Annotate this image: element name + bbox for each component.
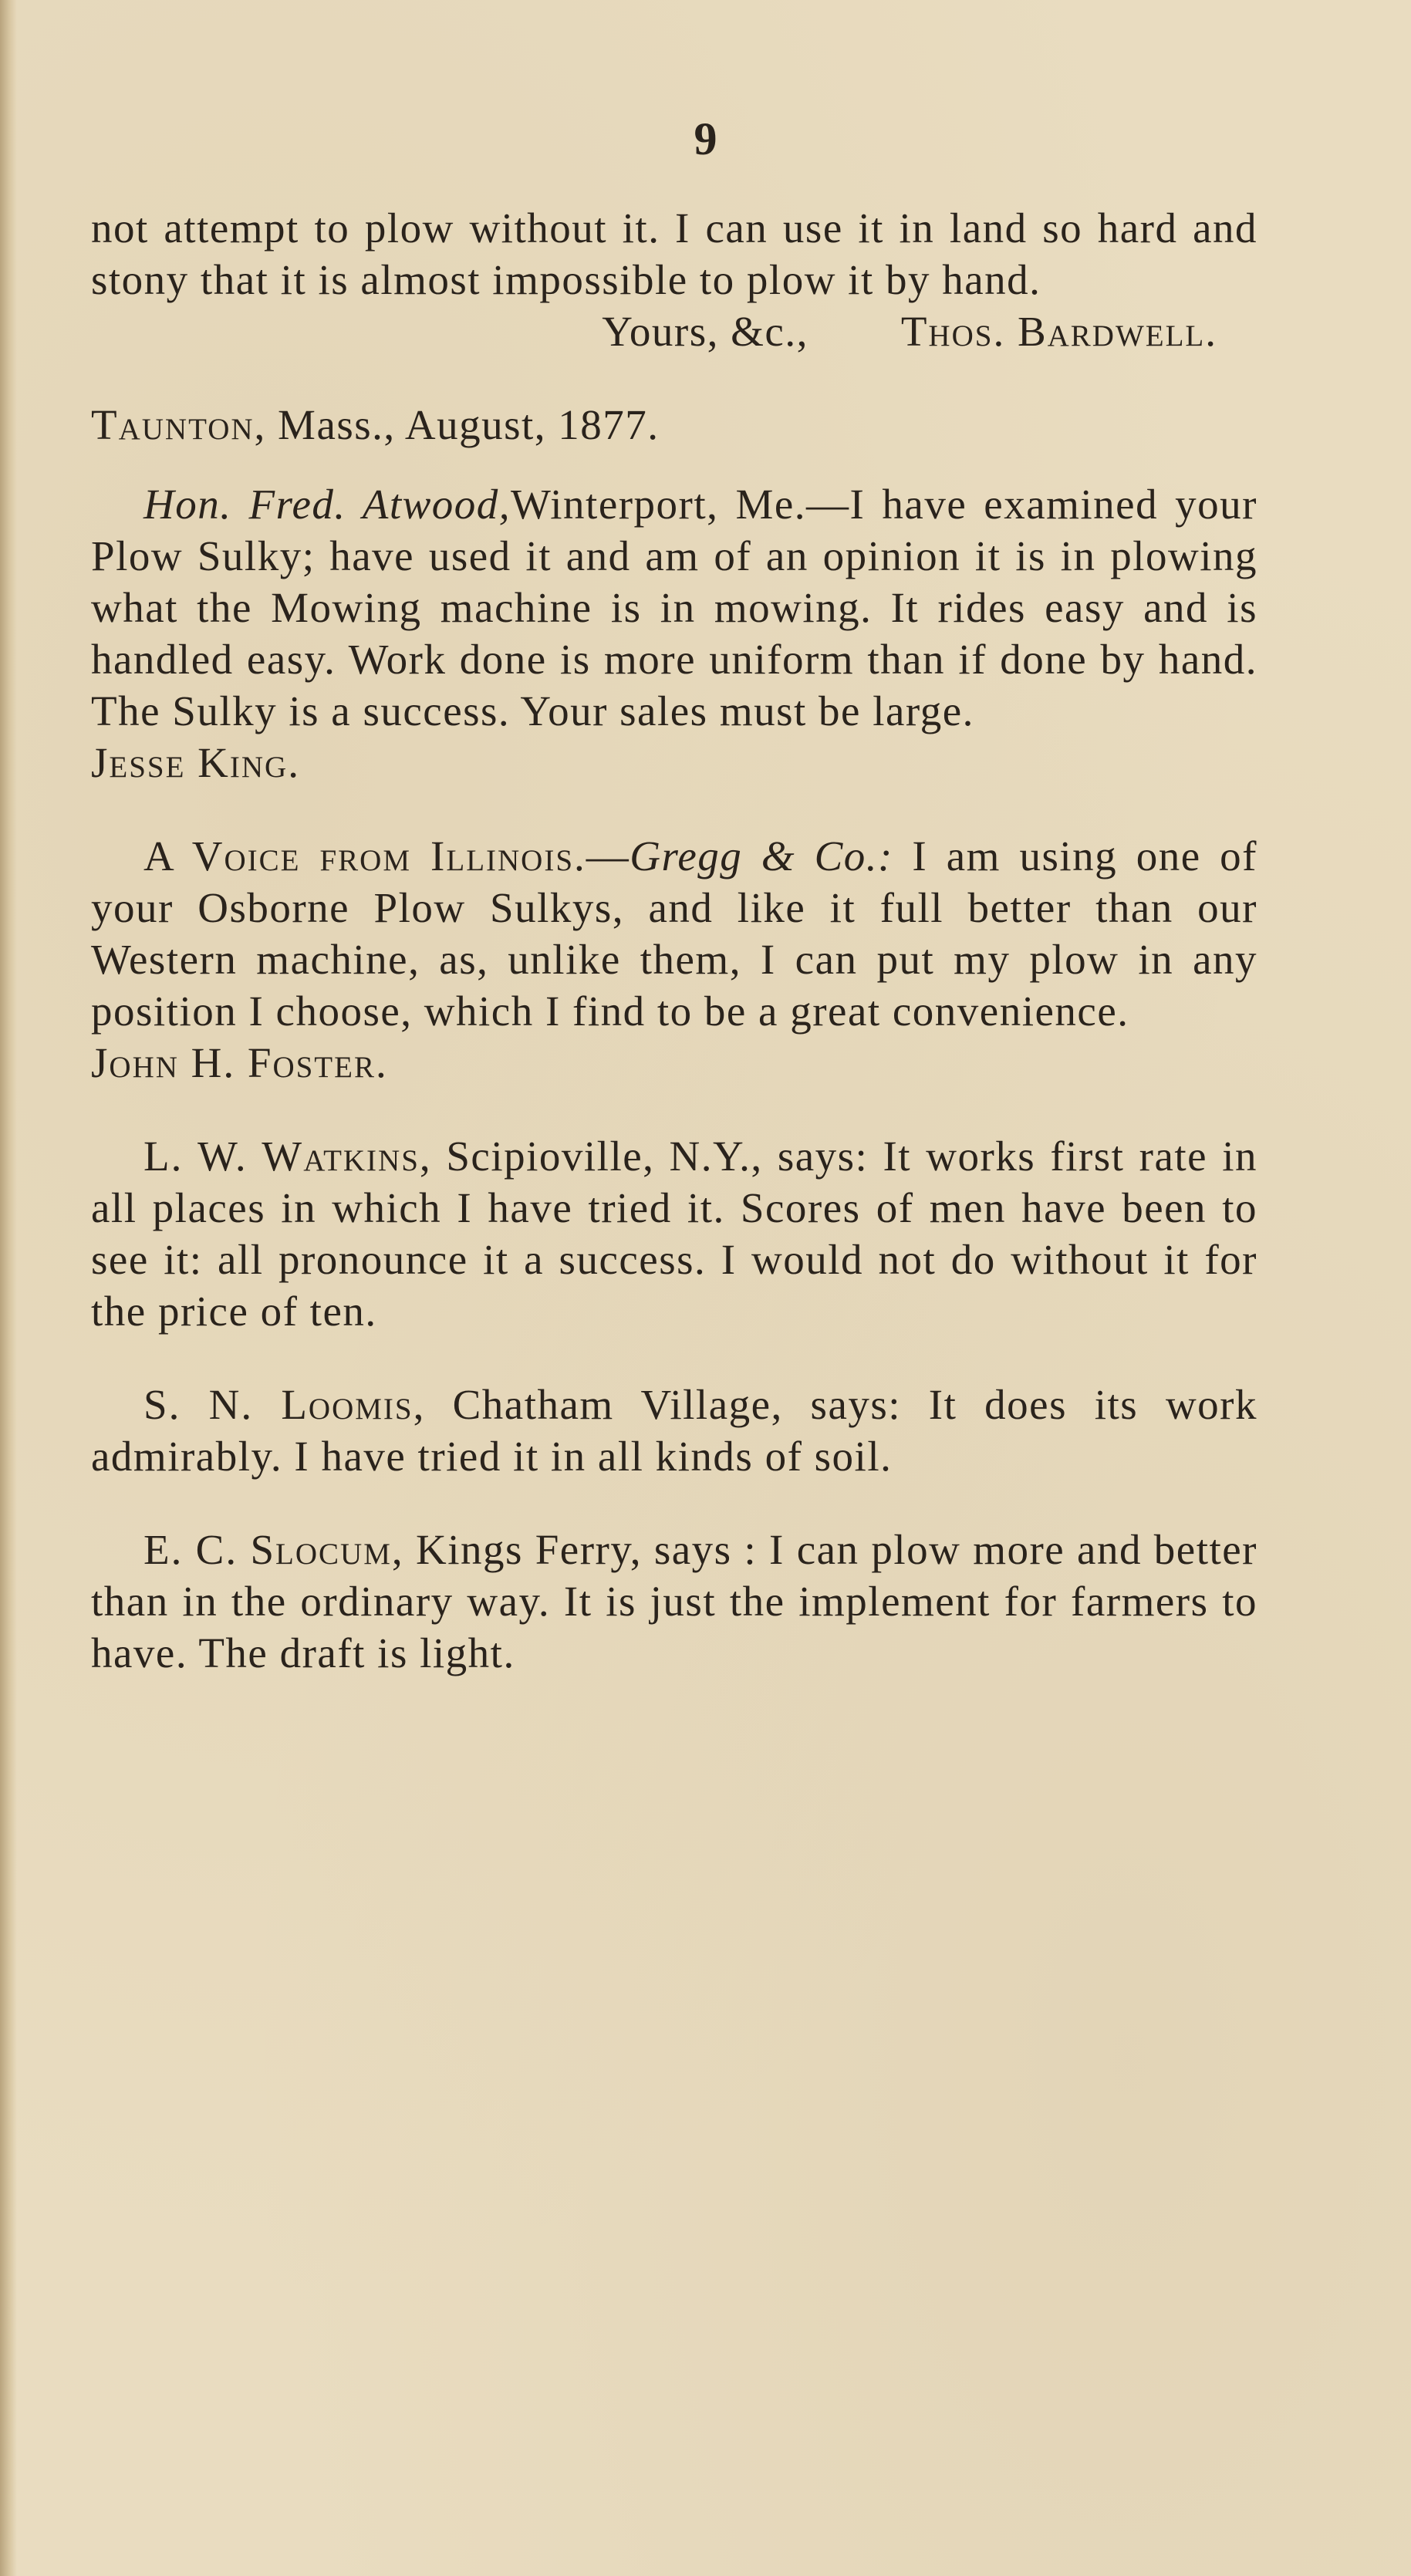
closing: Yours, &c.,	[602, 308, 808, 355]
page-edge	[0, 0, 17, 2576]
name-loomis: S. N. Loomis	[143, 1381, 414, 1428]
name-watkins: L. W. Watkins	[143, 1133, 420, 1180]
page-body	[91, 202, 1257, 1679]
continuation-text: not attempt to plow without it. I can use it in land so hard and stony that it is almost impossible to plow it by hand.	[91, 204, 1257, 303]
letter-foster-body: A Voice from Illinois.—Gregg & Co.: I am using one of your Osborne Plow Sulkys, and like it full better than our Western machine, as, unlike them, I can put my plow in any position I choose, which I find to be a great convenience.	[91, 832, 1257, 1035]
addressee-gregg: Gregg & Co.:	[630, 832, 893, 879]
page-number: 9	[694, 113, 717, 164]
continuation-signoff	[91, 306, 1257, 357]
signature-foster: John H. Foster.	[91, 1039, 388, 1086]
letter-king-body: Hon. Fred. Atwood,Winterport, Me.—I have examined your Plow Sulky; have used it and am of an opinion it is in plowing what the Mowing machine is in mowing. It rides easy and is handled easy. Work done is more uniform than if done by hand. The Sulky is a success. Your sales must be large.	[91, 481, 1257, 734]
letter-watkins-body: L. W. Watkins, Scipioville, N.Y., says: It works first rate in all places in which I have tried it. Scores of men have been to see it: all pronounce it a success. I would not do without it for the price of ten.	[91, 1133, 1258, 1335]
addressee-atwood: Hon. Fred. Atwood,	[143, 481, 511, 528]
dateline: Taunton, Mass., August, 1877.	[91, 401, 660, 448]
name-slocum: E. C. Slocum	[143, 1526, 392, 1573]
letter-loomis-body: S. N. Loomis, Chatham Village, says: It does its work admirably. I have tried it in all kinds of soil.	[91, 1381, 1257, 1480]
signature-bardwell: Thos. Bardwell.	[900, 308, 1217, 355]
heading-voice-illinois: A Voice from Illinois.	[143, 832, 586, 879]
letter-slocum-body: E. C. Slocum, Kings Ferry, says : I can plow more and better than in the ordinary way. It is just the implement for farmers to have. The draft is light.	[91, 1526, 1257, 1676]
signature-king: Jesse King.	[91, 739, 300, 786]
